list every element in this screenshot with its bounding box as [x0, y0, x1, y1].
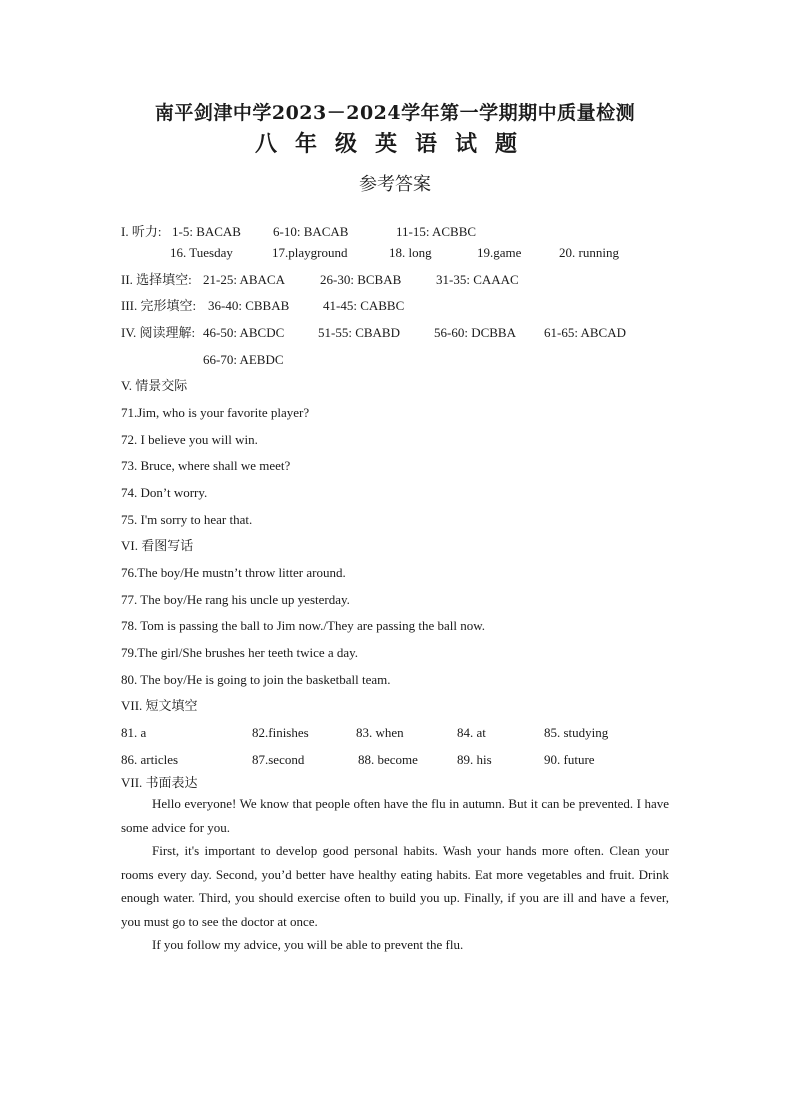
section-label-fill-in: VII. 短文填空 — [121, 698, 198, 713]
answer-item: 86. articles — [121, 752, 179, 767]
answer-item: 19.game — [477, 245, 522, 260]
answer-line: 77. The boy/He rang his uncle up yesterday. — [121, 592, 350, 607]
answer-group: 51-55: CBABD — [318, 325, 400, 340]
answer-item: 89. his — [457, 752, 492, 767]
essay-paragraph: First, it's important to develop good personal habits. Wash your hands more often. Clean your rooms every day. Second, you’d better have healthy eating habits. Eat more vegetables and fruit. Drink enough water. Third, you should exercise often to build you up. Finally, if you are ill and have a fever, you must go to see the doctor at once. — [121, 843, 669, 929]
answer-item: 88. become — [358, 752, 418, 767]
answer-item: 85. studying — [544, 725, 609, 740]
answer-line: 71.Jim, who is your favorite player? — [121, 405, 310, 420]
answer-line: 72. I believe you will win. — [121, 432, 258, 447]
answer-group: 11-15: ACBBC — [396, 224, 477, 239]
answer-group: 46-50: ABCDC — [203, 325, 285, 340]
answer-group: 61-65: ABCAD — [544, 325, 626, 340]
answer-line: 79.The girl/She brushes her teeth twice a day. — [121, 645, 359, 660]
answer-item: 17.playground — [272, 245, 348, 260]
answer-line: 74. Don’t worry. — [121, 485, 208, 500]
essay-body — [121, 792, 669, 957]
answer-item: 84. at — [457, 725, 486, 740]
section-label-multiple-choice: II. 选择填空: — [121, 272, 192, 287]
answer-item: 90. future — [544, 752, 595, 767]
answer-item: 20. running — [559, 245, 619, 260]
section-label-reading: IV. 阅读理解: — [121, 325, 196, 340]
section-label-picture-writing: VI. 看图写话 — [121, 538, 194, 553]
answer-line: 75. I'm sorry to hear that. — [121, 512, 253, 527]
answer-group: 56-60: DCBBA — [434, 325, 516, 340]
answer-item: 87.second — [252, 752, 305, 767]
school-exam-title: 南平剑津中学2023－2024学年第一学期期中质量检测 — [154, 102, 636, 124]
section-label-dialogue: V. 情景交际 — [121, 378, 188, 393]
answer-item: 81. a — [121, 725, 147, 740]
answer-group: 6-10: BACAB — [273, 224, 349, 239]
answer-group: 66-70: AEBDC — [203, 352, 284, 367]
section-label-cloze: III. 完形填空: — [121, 298, 197, 313]
answer-key-title: 参考答案 — [359, 174, 431, 195]
subject-title: 八年级英语试题 — [254, 131, 535, 157]
section-label-listening: I. 听力: — [121, 224, 162, 239]
essay-paragraph: Hello everyone! We know that people often have the flu in autumn. But it can be prevented. I have some advice for you. — [121, 796, 669, 835]
answer-line: 76.The boy/He mustn’t throw litter around. — [121, 565, 346, 580]
answer-item: 83. when — [356, 725, 404, 740]
answer-group: 21-25: ABACA — [203, 272, 285, 287]
answer-line: 80. The boy/He is going to join the basketball team. — [121, 672, 391, 687]
answer-line: 73. Bruce, where shall we meet? — [121, 458, 291, 473]
section-label-writing: VII. 书面表达 — [121, 775, 198, 790]
answer-group: 41-45: CABBC — [323, 298, 405, 313]
answer-line: 78. Tom is passing the ball to Jim now./They are passing the ball now. — [121, 618, 486, 633]
answer-item: 18. long — [389, 245, 432, 260]
answer-group: 26-30: BCBAB — [320, 272, 402, 287]
answer-group: 31-35: CAAAC — [436, 272, 519, 287]
answer-item: 82.finishes — [252, 725, 309, 740]
answer-group: 1-5: BACAB — [172, 224, 241, 239]
answer-group: 36-40: CBBAB — [208, 298, 290, 313]
answer-item: 16. Tuesday — [170, 245, 233, 260]
essay-paragraph: If you follow my advice, you will be able to prevent the flu. — [152, 937, 464, 952]
